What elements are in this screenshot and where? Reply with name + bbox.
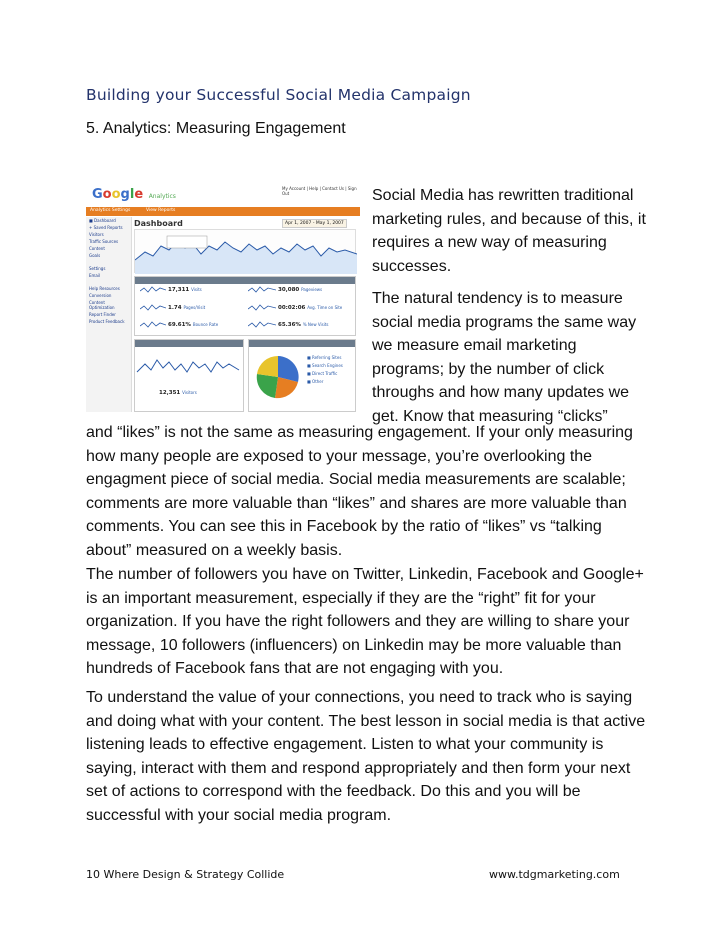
sparklines-left xyxy=(140,285,166,333)
footer-url: www.tdgmarketing.com xyxy=(489,868,620,881)
paragraph-3: To understand the value of your connections, you need to track who is saying and doing what with your content. The best lesson in social media is that active listening leads to effective engagement. Listen to what your community is saying, interact with them and respond appropriately and then form your next set of actions to correspond with the feedback. Do this and you will be successful with your social media program. xyxy=(86,689,646,824)
report-sidebar: ■ Dashboard + Saved Reports Visitors Traffic Sources Content Goals Settings Email Help Resources Conversion Content Optimization Report Finder Product Feedback xyxy=(86,217,132,412)
side-paragraph-1: Social Media has rewritten traditional marketing rules, and because of this, it requires a new way of measuring successes. xyxy=(372,187,646,275)
visitors-overview-box xyxy=(134,339,244,412)
stat-visits: 17,311 Visits xyxy=(168,287,202,293)
document-title: Building your Successful Social Media Campaign xyxy=(86,86,471,104)
analytics-logo: Google Analytics xyxy=(92,187,176,202)
paragraph-2: The number of followers you have on Twitter, Linkedin, Facebook and Google+ is an important measurement, especially if they are the “right” fit for your organization. If you have the right followers and they are willing to share your message, 10 followers (influencers) on Linkedin may be more valuable than hundreds of Facebook fans that are not engaging with you. xyxy=(86,566,644,678)
stat-bounce-rate: 69.61% Bounce Rate xyxy=(168,322,219,328)
paragraph-1: and “likes” is not the same as measuring engagement. If your only measuring how many people are exposed to your message, you’re overlooking the engagment piece of social media. Social media measurements are scalable; comments are more valuable than “likes” and shares are more valuable than comments. You can see this in Facebook by the ratio of “likes” vs “talking about” measured on a weekly basis. xyxy=(86,424,633,559)
footer-left xyxy=(86,868,284,881)
side-paragraph-2: The natural tendency is to measure social media programs the same way we measure email marketing programs; by the number of click throughs and how many updates we get. Know that measuring “clicks” xyxy=(372,290,637,425)
section-heading: 5. Analytics: Measuring Engagement xyxy=(86,120,346,137)
pie-legend: ■ Referring Sites ■ Search Engines ■ Direct Traffic ■ Other xyxy=(307,355,343,384)
stat-new-visits: 65.36% % New Visits xyxy=(278,322,329,328)
top-links: My Account | Help | Contact Us | Sign Out xyxy=(282,186,357,196)
date-range: Apr 1, 2007 - May 1, 2007 xyxy=(282,219,347,228)
page-number: 10 xyxy=(86,868,100,881)
stat-pageviews: 30,080 Pageviews xyxy=(278,287,323,293)
analytics-logo-sub: Analytics xyxy=(148,193,176,200)
sparklines-right xyxy=(248,285,276,333)
stat-time-on-site: 00:02:06 Avg. Time on Site xyxy=(278,305,343,311)
dashboard-heading: Dashboard xyxy=(134,219,183,228)
footer-tagline: Where Design & Strategy Collide xyxy=(103,868,285,881)
stat-pages-visit: 1.74 Pages/Visit xyxy=(168,305,206,311)
analytics-screenshot xyxy=(86,183,360,412)
traffic-sources-box xyxy=(248,339,356,412)
traffic-pie xyxy=(253,352,303,402)
nav-bar: Analytics Settings View Reports xyxy=(86,207,360,216)
visits-line-chart xyxy=(134,229,356,273)
visitors-count: 12,351 Visitors xyxy=(159,390,197,396)
